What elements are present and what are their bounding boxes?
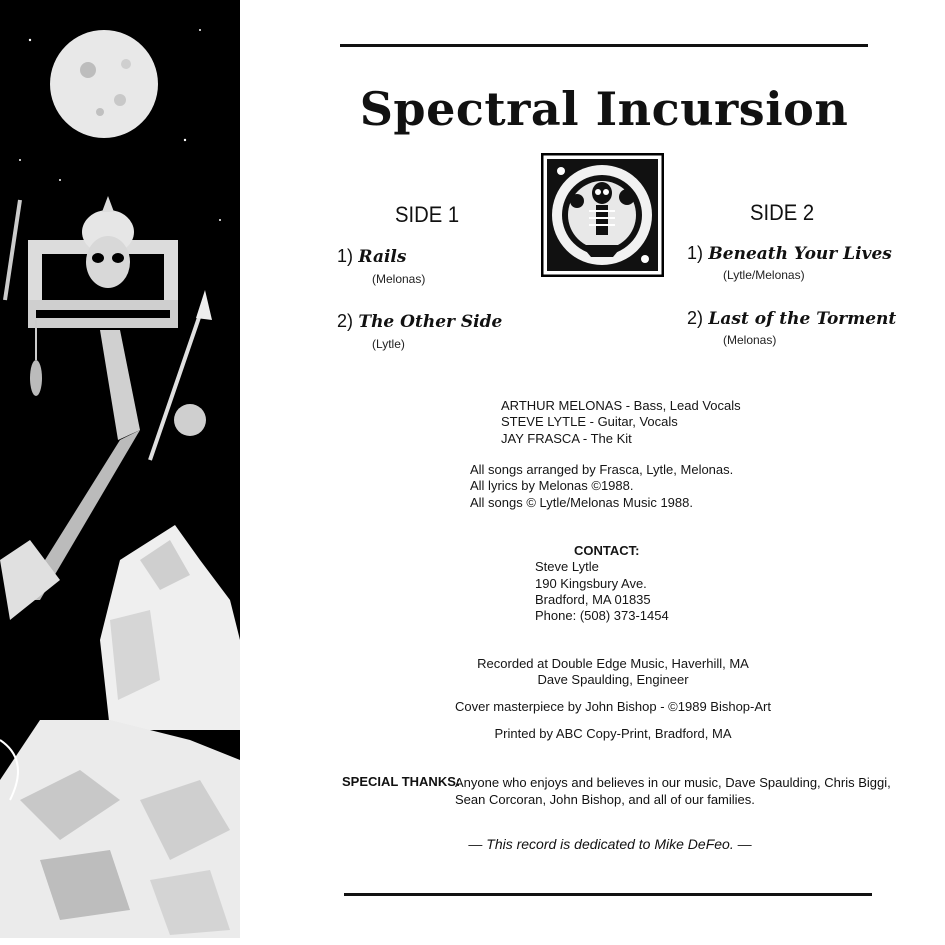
cover-artwork: [0, 0, 240, 938]
special-thanks-text: Anyone who enjoys and believes in our music, Dave Spaulding, Chris Biggi, Sean Corcoran, John Bishop, and all of our families.: [455, 775, 891, 807]
track-name: The Other Side: [358, 312, 503, 332]
recording-line: Dave Spaulding, Engineer: [537, 672, 689, 687]
side-1-track-2-credit: (Lytle): [372, 337, 405, 351]
moon: [50, 30, 158, 138]
side-2-track-2: [687, 308, 896, 329]
artwork-illustration: [0, 0, 240, 938]
recording-line: Recorded at Double Edge Music, Haverhill, MA: [477, 656, 749, 671]
contact-line: Bradford, MA 01835: [535, 592, 651, 607]
contact-line: Steve Lytle: [535, 559, 599, 574]
dedication: — This record is dedicated to Mike DeFeo. —: [468, 836, 752, 852]
member-line: ARTHUR MELONAS - Bass, Lead Vocals: [501, 398, 741, 413]
track-number: 1): [687, 243, 704, 263]
track-name: Last of the Torment: [708, 309, 897, 329]
side-2-track-2-credit: (Melonas): [723, 333, 777, 347]
side-1-track-1: [337, 246, 406, 267]
bottom-rule: [344, 893, 872, 896]
special-thanks-label: SPECIAL THANKS:: [342, 774, 461, 789]
song-credit-line: All lyrics by Melonas ©1988.: [470, 478, 634, 493]
cover-credit: Cover masterpiece by John Bishop - ©1989 Bishop-Art: [455, 699, 771, 714]
side-1-heading: SIDE 1: [395, 202, 460, 227]
side-2-track-1: [687, 243, 892, 264]
album-title: Spectral Incursion: [359, 82, 849, 136]
contact-line: Phone: (508) 373-1454: [535, 608, 669, 623]
track-name: Beneath Your Lives: [708, 244, 892, 264]
song-credit-line: All songs arranged by Frasca, Lytle, Melonas.: [470, 462, 734, 477]
contact-heading: CONTACT:: [574, 543, 640, 558]
printed-by: Printed by ABC Copy-Print, Bradford, MA: [494, 726, 732, 741]
contact-line: 190 Kingsbury Ave.: [535, 576, 647, 591]
track-number: 2): [687, 308, 704, 328]
seal-illustration: [541, 153, 664, 277]
skeleton-seal-icon: [541, 153, 664, 277]
side-2-track-1-credit: (Lytle/Melonas): [723, 268, 805, 282]
track-number: 2): [337, 311, 354, 331]
top-rule: [340, 44, 868, 47]
track-number: 1): [337, 246, 354, 266]
side-1-track-2: [337, 311, 502, 332]
track-name: Rails: [358, 247, 407, 267]
side-2-heading: SIDE 2: [750, 200, 815, 225]
song-credit-line: All songs © Lytle/Melonas Music 1988.: [470, 495, 693, 510]
member-line: STEVE LYTLE - Guitar, Vocals: [501, 414, 678, 429]
side-1-track-1-credit: (Melonas): [372, 272, 426, 286]
member-line: JAY FRASCA - The Kit: [501, 431, 632, 446]
